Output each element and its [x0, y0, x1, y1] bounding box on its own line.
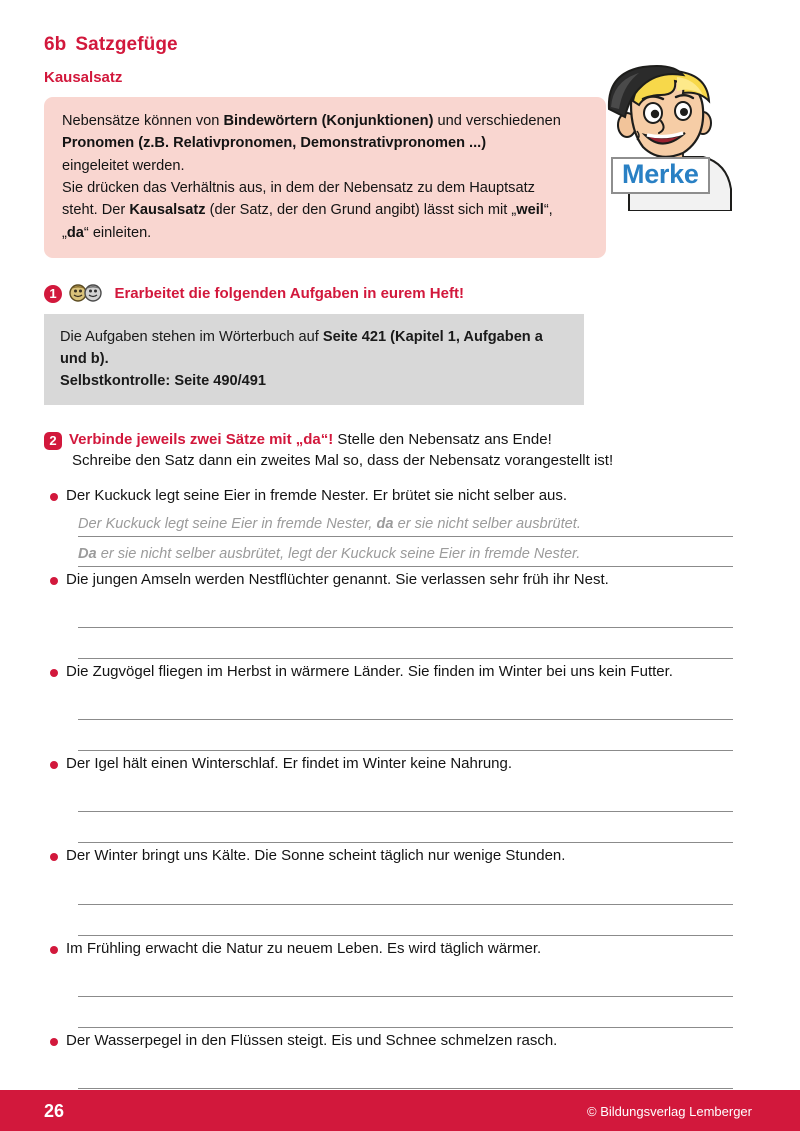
exercise-list	[44, 486, 756, 1120]
task-1-title-row	[69, 284, 464, 303]
chapter-title-text: Satzgefüge	[75, 34, 178, 55]
task-2-badge: 2	[44, 432, 62, 450]
page-content	[44, 34, 756, 1123]
merke-line4: Sie drücken das Verhältnis aus, in dem der Nebensatz zu dem Hauptsatz	[62, 179, 535, 196]
answer-line[interactable]	[78, 781, 733, 812]
spacer	[44, 682, 756, 689]
merke-line6-a: „	[62, 224, 67, 241]
list-item	[44, 662, 756, 751]
exercise-sentence-text: Die jungen Amseln werden Nestflüchter genannt. Sie verlassen sehr früh ihr Nest.	[66, 570, 609, 588]
spacer	[44, 590, 756, 597]
answer-keyword-da: da	[376, 515, 394, 532]
mascot-illustration	[599, 61, 764, 211]
merke-section	[44, 97, 756, 258]
answer-keyword-da: Da	[78, 545, 97, 562]
exercise-sentence	[44, 754, 756, 774]
answer-line[interactable]	[78, 597, 733, 628]
exercise-sentence-text: Der Wasserpegel in den Flüssen steigt. Eis und Schnee schmelzen rasch.	[66, 1031, 558, 1049]
exercise-sentence-text: Der Kuckuck legt seine Eier in fremde Nester. Er brütet sie nicht selber aus.	[66, 487, 568, 505]
merke-line5-e: “,	[543, 202, 553, 219]
bullet-icon	[50, 669, 58, 677]
partner-work-icon	[69, 284, 103, 302]
exercise-sentence	[44, 846, 756, 866]
list-item	[44, 939, 756, 1028]
publisher-imprint: © Bildungsverlag Lemberger	[587, 1104, 752, 1119]
two-faces-icon	[69, 284, 103, 302]
bullet-icon	[50, 577, 58, 585]
answer-line[interactable]	[78, 905, 733, 936]
bullet-icon	[50, 761, 58, 769]
exercise-sentence	[44, 1031, 756, 1051]
merke-box	[44, 97, 606, 258]
subheading: Kausalsatz	[44, 69, 123, 86]
merke-line6-c: “ einleiten.	[83, 224, 152, 241]
task-2-title-row	[69, 431, 613, 469]
list-item	[44, 754, 756, 843]
spacer	[44, 1051, 756, 1058]
chapter-number: 6b	[44, 34, 67, 55]
exercise-sentence	[44, 939, 756, 959]
exercise-sentence	[44, 662, 756, 682]
task-2-header	[44, 431, 756, 469]
list-item	[44, 846, 756, 935]
answer-line[interactable]	[78, 874, 733, 905]
task-2-title-black: Stelle den Nebensatz ans Ende!	[333, 431, 552, 449]
answer-line[interactable]	[78, 997, 733, 1028]
merke-sign: Merke	[611, 157, 710, 194]
exercise-sentence-text: Im Frühling erwacht die Natur zu neuem Leben. Es wird täglich wärmer.	[66, 939, 542, 957]
answer-line[interactable]	[78, 1058, 733, 1089]
task-1-box-line1-a: Die Aufgaben stehen im Wörterbuch auf	[60, 328, 323, 345]
merke-line5-c: (der Satz, der den Grund angibt) lässt sich mit „	[205, 202, 517, 219]
task-1-info-box	[44, 314, 584, 406]
bullet-icon	[50, 946, 58, 954]
answer-line[interactable]	[78, 537, 733, 567]
task-1-box-line2: Selbstkontrolle: Seite 490/491	[60, 373, 267, 390]
spacer	[44, 867, 756, 874]
exercise-sentence-text: Die Zugvögel fliegen im Herbst in wärmere Länder. Sie finden im Winter bei uns kein Futter.	[66, 662, 673, 680]
answer-text-c: er sie nicht selber ausbrütet.	[393, 515, 581, 532]
answer-line[interactable]	[78, 812, 733, 843]
merke-line3: eingeleitet werden.	[62, 157, 185, 174]
answer-line[interactable]	[78, 507, 733, 537]
merke-line6-da: da	[66, 224, 84, 241]
answer-text-a: Der Kuckuck legt seine Eier in fremde Nester,	[78, 515, 377, 532]
merke-line1-bold: Bindewörtern (Konjunktionen)	[223, 113, 434, 129]
answer-line[interactable]	[78, 720, 733, 751]
answer-text-c: er sie nicht selber ausbrütet, legt der Kuckuck seine Eier in fremde Nester.	[96, 545, 581, 562]
task-1-badge: 1	[44, 285, 62, 303]
task-1-title: Erarbeitet die folgenden Aufgaben in eurem Heft!	[114, 284, 464, 302]
exercise-sentence-text: Der Igel hält einen Winterschlaf. Er findet im Winter keine Nahrung.	[66, 755, 513, 773]
list-item	[44, 570, 756, 659]
merke-line2-bold: Pronomen (z.B. Relativpronomen, Demonstrativpronomen ...)	[62, 135, 487, 152]
page-title	[44, 34, 756, 56]
merke-line1-a: Nebensätze können von	[62, 113, 224, 129]
spacer	[44, 959, 756, 966]
task-2-title-red: Verbinde jeweils zwei Sätze mit „da“!	[69, 431, 334, 449]
exercise-sentence-text: Der Winter bringt uns Kälte. Die Sonne scheint täglich nur wenige Stunden.	[66, 847, 566, 865]
bullet-icon	[50, 1038, 58, 1046]
merke-line1-c: und verschiedenen	[433, 113, 561, 129]
page-footer	[0, 1090, 800, 1131]
task-1-header	[44, 284, 756, 303]
task-2-subtitle: Schreibe den Satz dann ein zweites Mal so, dass der Nebensatz vorangestellt ist!	[72, 452, 614, 470]
merke-line5-bold: Kausalsatz	[129, 202, 206, 219]
merke-line5-weil: weil	[516, 202, 544, 219]
list-item	[44, 486, 756, 566]
answer-line[interactable]	[78, 966, 733, 997]
bullet-icon	[50, 853, 58, 861]
answer-line[interactable]	[78, 628, 733, 659]
page-number: 26	[44, 1101, 65, 1121]
merke-line5-a: steht. Der	[62, 202, 130, 219]
exercise-sentence	[44, 486, 756, 506]
answer-line[interactable]	[78, 689, 733, 720]
task-1-box-line1-b: Seite 421 (Kapitel 1, Aufgaben a und b).	[60, 328, 543, 368]
exercise-sentence	[44, 570, 756, 590]
bullet-icon	[50, 493, 58, 501]
spacer	[44, 774, 756, 781]
